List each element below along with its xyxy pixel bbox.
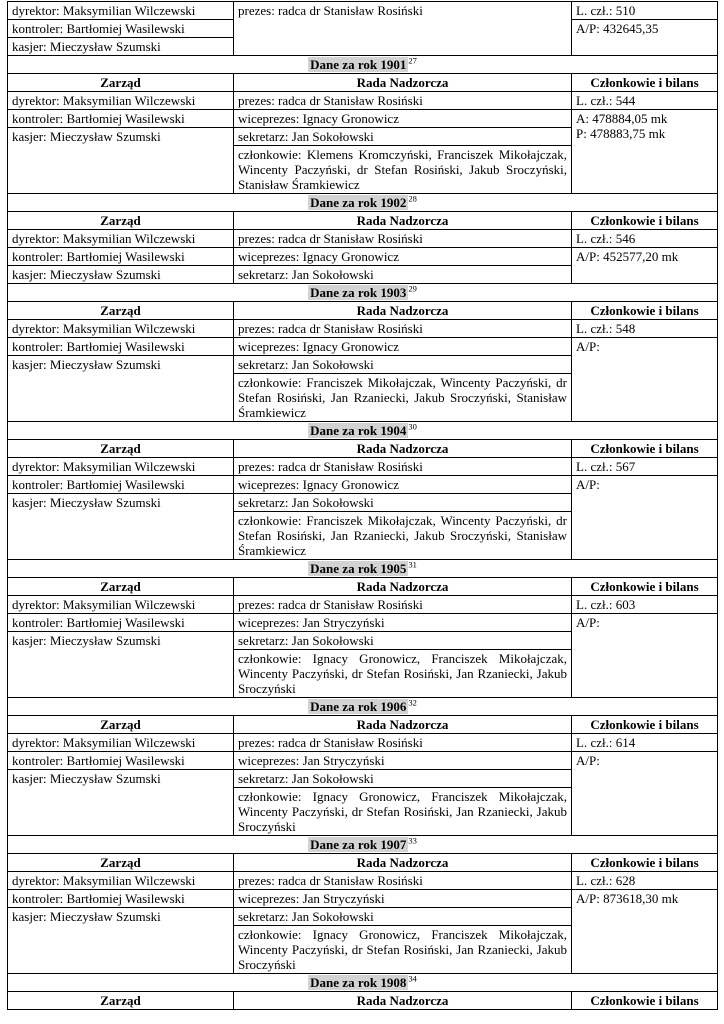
column-header-zarzad: Zarząd xyxy=(8,716,234,734)
cell-kasjer: kasjer: Mieczysław Szumski xyxy=(8,38,234,56)
cell-kasjer: kasjer: Mieczysław Szumski xyxy=(8,128,234,194)
year-header-row xyxy=(8,698,718,716)
cell-czlonkowie: członkowie: Klemens Kromczyński, Franciszek Mikołajczak, Wincenty Paczyński, dr Stefan Rosiński, Jakub Sroczyński, Stanisław Śramkiewicz xyxy=(234,146,572,194)
cell-kontroler: kontroler: Bartłomiej Wasilewski xyxy=(8,248,234,266)
year-title: Dane za rok 1904 xyxy=(310,423,407,438)
column-header-rada: Rada Nadzorcza xyxy=(234,854,572,872)
cell-sekretarz: sekretarz: Jan Sokołowski xyxy=(234,632,572,650)
year-header-1908 xyxy=(8,974,718,992)
cell-balance: A/P: xyxy=(572,338,718,422)
column-header-rada: Rada Nadzorcza xyxy=(234,440,572,458)
cell-kontroler: kontroler: Bartłomiej Wasilewski xyxy=(8,110,234,128)
cell-kontroler: kontroler: Bartłomiej Wasilewski xyxy=(8,20,234,38)
cell-dyrektor: dyrektor: Maksymilian Wilczewski xyxy=(8,230,234,248)
column-header-row xyxy=(8,854,718,872)
cell-czlonkowie: członkowie: Ignacy Gronowicz, Franciszek Mikołajczak, Wincenty Paczyński, dr Stefan Rosiński, Jan Rzaniecki, Jakub Sroczyński xyxy=(234,788,572,836)
cell-kontroler: kontroler: Bartłomiej Wasilewski xyxy=(8,890,234,908)
cell-prezes: prezes: radca dr Stanisław Rosiński xyxy=(234,596,572,614)
footnote-ref: 28 xyxy=(408,193,417,204)
column-header-row xyxy=(8,302,718,320)
cell-prezes: prezes: radca dr Stanisław Rosiński xyxy=(234,872,572,890)
cell-members-count: L. czł.: 567 xyxy=(572,458,718,476)
cell-balance: A/P: xyxy=(572,614,718,698)
cell-kontroler: kontroler: Bartłomiej Wasilewski xyxy=(8,752,234,770)
footnote-ref: 29 xyxy=(408,283,417,294)
year-header-1906 xyxy=(8,698,718,716)
column-header-rada: Rada Nadzorcza xyxy=(234,302,572,320)
year-header-row xyxy=(8,194,718,212)
column-header-row xyxy=(8,74,718,92)
table-row xyxy=(8,734,718,752)
cell-balance: A/P: xyxy=(572,752,718,836)
cell-wiceprezes: wiceprezes: Ignacy Gronowicz xyxy=(234,110,572,128)
balance-line-assets: A: 478884,05 mk xyxy=(576,111,668,126)
year-header-row xyxy=(8,974,718,992)
year-header-row xyxy=(8,560,718,578)
cell-balance: A/P: 873618,30 mk xyxy=(572,890,718,974)
cell-members-count: L. czł.: 614 xyxy=(572,734,718,752)
column-header-zarzad: Zarząd xyxy=(8,578,234,596)
footnote-ref: 31 xyxy=(408,559,417,570)
column-header-zarzad: Zarząd xyxy=(8,992,234,1010)
cell-members-count: L. czł.: 628 xyxy=(572,872,718,890)
table-row xyxy=(8,614,718,632)
year-header-1901 xyxy=(8,56,718,74)
column-header-zarzad: Zarząd xyxy=(8,854,234,872)
year-title: Dane za rok 1908 xyxy=(310,975,407,990)
balance-line-liabilities: P: 478883,75 mk xyxy=(576,126,666,141)
cell-prezes: prezes: radca dr Stanisław Rosiński xyxy=(234,92,572,110)
table-row xyxy=(8,338,718,356)
cell-dyrektor: dyrektor: Maksymilian Wilczewski xyxy=(8,92,234,110)
cell-czlonkowie: członkowie: Franciszek Mikołajczak, Wincenty Paczyński, dr Stefan Rosiński, Jan Rzaniecki, Jakub Sroczyński, Stanisław Śramkiewicz xyxy=(234,374,572,422)
year-header-row xyxy=(8,284,718,302)
cell-kasjer: kasjer: Mieczysław Szumski xyxy=(8,770,234,836)
cell-balance: A/P: 432645,35 xyxy=(572,20,718,56)
cell-members-count: L. czł.: 548 xyxy=(572,320,718,338)
year-title: Dane za rok 1903 xyxy=(310,285,407,300)
footnote-ref: 27 xyxy=(408,55,417,66)
year-header-row xyxy=(8,422,718,440)
cell-kontroler: kontroler: Bartłomiej Wasilewski xyxy=(8,338,234,356)
column-header-rada: Rada Nadzorcza xyxy=(234,716,572,734)
cell-dyrektor: dyrektor: Maksymilian Wilczewski xyxy=(8,2,234,20)
cell-sekretarz: sekretarz: Jan Sokołowski xyxy=(234,356,572,374)
table-row xyxy=(8,872,718,890)
cell-kasjer: kasjer: Mieczysław Szumski xyxy=(8,908,234,974)
cell-kontroler: kontroler: Bartłomiej Wasilewski xyxy=(8,614,234,632)
cell-prezes: prezes: radca dr Stanisław Rosiński xyxy=(234,458,572,476)
column-header-zarzad: Zarząd xyxy=(8,440,234,458)
column-header-row xyxy=(8,716,718,734)
year-header-1904 xyxy=(8,422,718,440)
column-header-bilans: Członkowie i bilans xyxy=(572,74,718,92)
column-header-bilans: Członkowie i bilans xyxy=(572,578,718,596)
cell-czlonkowie: członkowie: Ignacy Gronowicz, Franciszek Mikołajczak, Wincenty Paczyński, dr Stefan Rosiński, Jan Rzaniecki, Jakub Sroczyński xyxy=(234,650,572,698)
table-row xyxy=(8,110,718,128)
cell-sekretarz: sekretarz: Jan Sokołowski xyxy=(234,128,572,146)
column-header-bilans: Członkowie i bilans xyxy=(572,992,718,1010)
column-header-rada: Rada Nadzorcza xyxy=(234,992,572,1010)
year-header-1902 xyxy=(8,194,718,212)
cell-members-count: L. czł.: 603 xyxy=(572,596,718,614)
cell-wiceprezes: wiceprezes: Jan Stryczyński xyxy=(234,614,572,632)
column-header-rada: Rada Nadzorcza xyxy=(234,212,572,230)
year-header-row xyxy=(8,836,718,854)
column-header-row xyxy=(8,992,718,1010)
document-table xyxy=(7,1,718,1010)
year-title: Dane za rok 1902 xyxy=(310,195,407,210)
cell-balance xyxy=(572,110,718,194)
column-header-bilans: Członkowie i bilans xyxy=(572,854,718,872)
column-header-bilans: Członkowie i bilans xyxy=(572,716,718,734)
cell-wiceprezes: wiceprezes: Jan Stryczyński xyxy=(234,752,572,770)
column-header-rada: Rada Nadzorcza xyxy=(234,578,572,596)
table-row xyxy=(8,230,718,248)
year-title: Dane za rok 1907 xyxy=(310,837,407,852)
cell-dyrektor: dyrektor: Maksymilian Wilczewski xyxy=(8,872,234,890)
cell-wiceprezes: wiceprezes: Ignacy Gronowicz xyxy=(234,338,572,356)
column-header-zarzad: Zarząd xyxy=(8,302,234,320)
year-title: Dane za rok 1906 xyxy=(310,699,407,714)
cell-dyrektor: dyrektor: Maksymilian Wilczewski xyxy=(8,734,234,752)
cell-dyrektor: dyrektor: Maksymilian Wilczewski xyxy=(8,458,234,476)
footnote-ref: 34 xyxy=(408,973,417,984)
cell-members-count: L. czł.: 544 xyxy=(572,92,718,110)
cell-prezes: prezes: radca dr Stanisław Rosiński xyxy=(234,2,572,56)
cell-dyrektor: dyrektor: Maksymilian Wilczewski xyxy=(8,320,234,338)
year-header-1907 xyxy=(8,836,718,854)
cell-members-count: L. czł.: 546 xyxy=(572,230,718,248)
table-row xyxy=(8,92,718,110)
table-row xyxy=(8,890,718,908)
column-header-bilans: Członkowie i bilans xyxy=(572,302,718,320)
cell-kasjer: kasjer: Mieczysław Szumski xyxy=(8,266,234,284)
cell-balance: A/P: xyxy=(572,476,718,560)
cell-prezes: prezes: radca dr Stanisław Rosiński xyxy=(234,230,572,248)
table-row xyxy=(8,320,718,338)
cell-members-count: L. czł.: 510 xyxy=(572,2,718,20)
cell-prezes: prezes: radca dr Stanisław Rosiński xyxy=(234,320,572,338)
cell-czlonkowie: członkowie: Franciszek Mikołajczak, Wincenty Paczyński, dr Stefan Rosiński, Jan Rzaniecki, Jakub Sroczyński, Stanisław Śramkiewicz xyxy=(234,512,572,560)
cell-sekretarz: sekretarz: Jan Sokołowski xyxy=(234,494,572,512)
column-header-bilans: Członkowie i bilans xyxy=(572,212,718,230)
cell-kontroler: kontroler: Bartłomiej Wasilewski xyxy=(8,476,234,494)
table-row xyxy=(8,476,718,494)
year-title: Dane za rok 1901 xyxy=(310,57,407,72)
year-header-1905 xyxy=(8,560,718,578)
column-header-rada: Rada Nadzorcza xyxy=(234,74,572,92)
cell-kasjer: kasjer: Mieczysław Szumski xyxy=(8,632,234,698)
cell-balance: A/P: 452577,20 mk xyxy=(572,248,718,284)
column-header-zarzad: Zarząd xyxy=(8,212,234,230)
footnote-ref: 32 xyxy=(408,697,417,708)
cell-sekretarz: sekretarz: Jan Sokołowski xyxy=(234,908,572,926)
column-header-row xyxy=(8,440,718,458)
table-row xyxy=(8,2,718,20)
column-header-zarzad: Zarząd xyxy=(8,74,234,92)
cell-kasjer: kasjer: Mieczysław Szumski xyxy=(8,356,234,422)
footnote-ref: 30 xyxy=(408,421,417,432)
table-row xyxy=(8,458,718,476)
cell-wiceprezes: wiceprezes: Jan Stryczyński xyxy=(234,890,572,908)
cell-sekretarz: sekretarz: Jan Sokołowski xyxy=(234,266,572,284)
cell-wiceprezes: wiceprezes: Ignacy Gronowicz xyxy=(234,248,572,266)
column-header-row xyxy=(8,212,718,230)
table-row xyxy=(8,752,718,770)
cell-dyrektor: dyrektor: Maksymilian Wilczewski xyxy=(8,596,234,614)
column-header-row xyxy=(8,578,718,596)
year-header-1903 xyxy=(8,284,718,302)
year-header-row xyxy=(8,56,718,74)
cell-czlonkowie: członkowie: Ignacy Gronowicz, Franciszek Mikołajczak, Wincenty Paczyński, dr Stefan Rosiński, Jan Rzaniecki, Jakub Sroczyński xyxy=(234,926,572,974)
table-row xyxy=(8,596,718,614)
cell-wiceprezes: wiceprezes: Ignacy Gronowicz xyxy=(234,476,572,494)
cell-sekretarz: sekretarz: Jan Sokołowski xyxy=(234,770,572,788)
footnote-ref: 33 xyxy=(408,835,417,846)
cell-kasjer: kasjer: Mieczysław Szumski xyxy=(8,494,234,560)
cell-prezes: prezes: radca dr Stanisław Rosiński xyxy=(234,734,572,752)
column-header-bilans: Członkowie i bilans xyxy=(572,440,718,458)
table-row xyxy=(8,248,718,266)
year-title: Dane za rok 1905 xyxy=(310,561,407,576)
